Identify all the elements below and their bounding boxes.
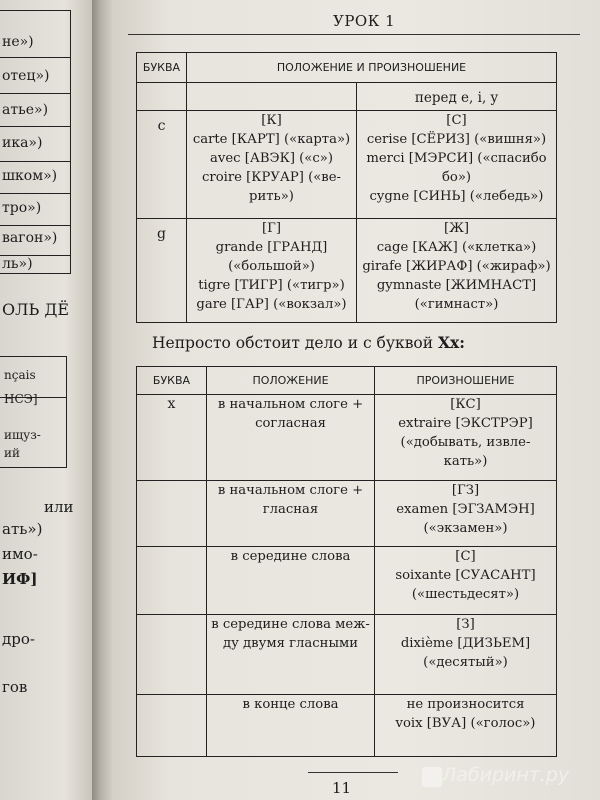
cell-pronunciation: [ГЗ] examen [ЭГЗАМЭН] («экзамен») (375, 481, 557, 547)
left-fragment: атье») (2, 102, 49, 118)
cell-pronunciation: [С] soixante [СУАСАНТ] («шестьдесят») (375, 547, 557, 615)
left-fragment: дро- (2, 630, 35, 648)
table-x (136, 366, 557, 757)
left-fragment: ль») (2, 256, 33, 272)
column-header-pronunciation: ПРОИЗНОШЕНИЕ (375, 367, 557, 395)
running-header (128, 0, 580, 35)
row-letter: x (137, 395, 207, 481)
left-fragment: nçais (4, 368, 36, 382)
cell-position: в середине слова (207, 547, 375, 615)
left-fragment: не») (2, 34, 34, 50)
cell-position: в начальном слоге + гласная (207, 481, 375, 547)
cell-pronunciation-default: [Г] grande [ГРАНД] («большой») tigre [ТИГР] («тигр») gare [ГАР] («вокзал») (187, 219, 357, 323)
left-fragment: ика») (2, 135, 43, 151)
table-c-g (136, 52, 557, 323)
cell-pronunciation: [З] dixième [ДИЗЬЕМ] («десятый») (375, 615, 557, 695)
left-fragment: НСЭ] (4, 392, 38, 406)
lesson-title: УРОК 1 (333, 12, 396, 30)
left-fragment: ать») (2, 520, 43, 538)
cell-pronunciation: не произносится voix [ВУА] («голос») (375, 695, 557, 757)
footer-rule (308, 772, 398, 773)
left-page (0, 0, 92, 800)
cell-position: в конце слова (207, 695, 375, 757)
left-fragment: ий (4, 446, 20, 460)
paragraph-bold: Xx: (438, 333, 466, 352)
row-letter (137, 481, 207, 547)
subheader-right: перед e, i, y (357, 83, 557, 111)
book-gutter (92, 0, 114, 800)
left-fragment: ОЛЬ ДЁ (2, 300, 70, 319)
row-letter (137, 547, 207, 615)
watermark: Лабиринт.ру (442, 764, 570, 786)
column-header-letter: БУКВА (137, 367, 207, 395)
row-letter: c (137, 111, 187, 219)
book-page (112, 0, 600, 800)
subheader-left (187, 83, 357, 111)
page-number: 11 (332, 779, 352, 797)
left-fragment: шком») (2, 168, 58, 184)
column-header-letter: БУКВА (137, 53, 187, 83)
cell-pronunciation-before-eiy: [С] cerise [СЁРИЗ] («вишня») merci [МЭРСИ] («спасибо бо») cygne [СИНЬ] («лебедь») (357, 111, 557, 219)
cell-pronunciation-default: [К] carte [КАРТ] («карта») avec [АВЭК] («с») croire [КРУАР] («ве- рить») (187, 111, 357, 219)
left-fragment: гов (2, 678, 28, 696)
paragraph (152, 333, 465, 352)
column-header-position: ПОЛОЖЕНИЕ (207, 367, 375, 395)
left-fragment: вагон») (2, 230, 58, 246)
cell-position: в середине слова меж- ду двумя гласными (207, 615, 375, 695)
cell-position: в начальном слоге + согласная (207, 395, 375, 481)
left-fragment: ИФ] (2, 570, 38, 588)
cell-pronunciation-before-eiy: [Ж] cage [КАЖ] («клетка») girafe [ЖИРАФ] («жираф») gymnaste [ЖИМНАСТ] («гимнаст») (357, 219, 557, 323)
cell-pronunciation: [КС] extraire [ЭКСТРЭР] («добывать, извле- кать») (375, 395, 557, 481)
subheader-empty (137, 83, 187, 111)
row-letter (137, 695, 207, 757)
left-fragment: или (44, 498, 74, 516)
row-letter (137, 615, 207, 695)
watermark-logo-icon (422, 767, 442, 787)
left-fragment: имо- (2, 545, 38, 563)
row-letter: g (137, 219, 187, 323)
left-fragment: ищуз- (4, 428, 41, 442)
left-fragment: отец») (2, 68, 50, 84)
left-fragment: тро») (2, 200, 42, 216)
column-header-position-pronunciation: ПОЛОЖЕНИЕ И ПРОИЗНОШЕНИЕ (187, 53, 557, 83)
paragraph-text: Непросто обстоит дело и с буквой (152, 334, 439, 352)
